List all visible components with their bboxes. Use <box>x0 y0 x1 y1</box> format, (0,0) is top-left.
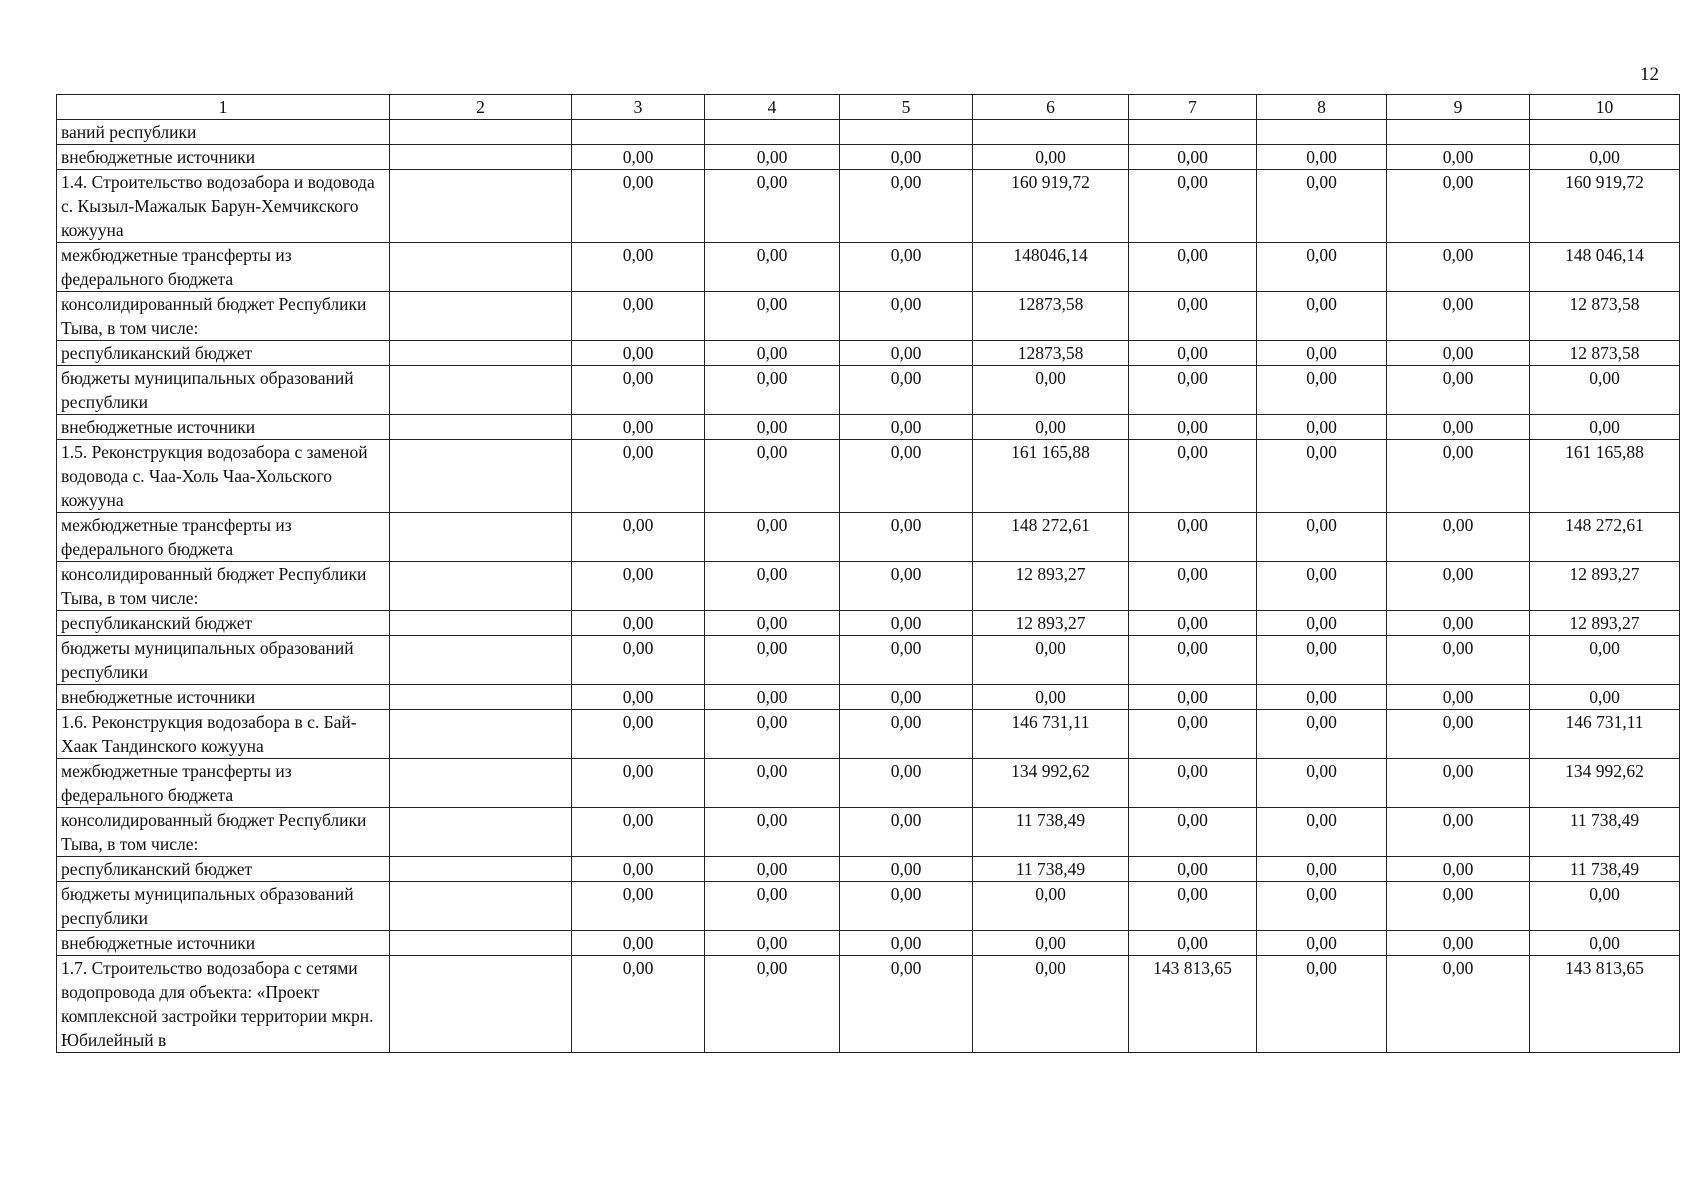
table-row <box>57 857 1680 882</box>
value-cell-col4: 0,00 <box>705 808 840 857</box>
value-cell-col3: 0,00 <box>572 170 705 243</box>
column-header-9: 9 <box>1387 95 1530 120</box>
row-col2-cell <box>390 120 572 145</box>
header-row <box>57 95 1680 120</box>
value-cell-col7: 0,00 <box>1129 857 1257 882</box>
value-cell-col7: 0,00 <box>1129 513 1257 562</box>
value-cell-col5: 0,00 <box>840 562 973 611</box>
table-row <box>57 808 1680 857</box>
value-cell-col8: 0,00 <box>1257 415 1387 440</box>
value-cell-col7: 0,00 <box>1129 292 1257 341</box>
value-cell-col8: 0,00 <box>1257 292 1387 341</box>
column-header-10: 10 <box>1530 95 1680 120</box>
value-cell-col8: 0,00 <box>1257 145 1387 170</box>
row-col2-cell <box>390 857 572 882</box>
value-cell-col3: 0,00 <box>572 513 705 562</box>
row-label: 1.7. Строительство водозабора с сетями водопровода для объекта: «Проект комплексной застройки территории мкрн. Юбилейный в <box>57 956 390 1053</box>
value-cell-col4: 0,00 <box>705 562 840 611</box>
value-cell-col4: 0,00 <box>705 611 840 636</box>
table-row <box>57 562 1680 611</box>
row-label: межбюджетные трансферты из федерального бюджета <box>57 759 390 808</box>
value-cell-col5: 0,00 <box>840 341 973 366</box>
value-cell-col10: 0,00 <box>1530 882 1680 931</box>
row-label: бюджеты муниципальных образований республики <box>57 636 390 685</box>
row-col2-cell <box>390 759 572 808</box>
value-cell-col6: 0,00 <box>973 882 1129 931</box>
value-cell-col3: 0,00 <box>572 292 705 341</box>
value-cell-col4: 0,00 <box>705 440 840 513</box>
value-cell-col5: 0,00 <box>840 440 973 513</box>
value-cell-col5: 0,00 <box>840 759 973 808</box>
value-cell-col6: 0,00 <box>973 145 1129 170</box>
value-cell-col7: 0,00 <box>1129 145 1257 170</box>
value-cell-col3: 0,00 <box>572 808 705 857</box>
value-cell-col6: 11 738,49 <box>973 808 1129 857</box>
value-cell-col6: 0,00 <box>973 931 1129 956</box>
value-cell-col3: 0,00 <box>572 685 705 710</box>
value-cell-col8: 0,00 <box>1257 170 1387 243</box>
value-cell-col4: 0,00 <box>705 857 840 882</box>
value-cell-col7: 0,00 <box>1129 170 1257 243</box>
value-cell-col6: 146 731,11 <box>973 710 1129 759</box>
row-col2-cell <box>390 562 572 611</box>
value-cell-col7: 0,00 <box>1129 710 1257 759</box>
value-cell-col9: 0,00 <box>1387 931 1530 956</box>
value-cell-col3: 0,00 <box>572 562 705 611</box>
value-cell-col5: 0,00 <box>840 243 973 292</box>
value-cell-col6: 11 738,49 <box>973 857 1129 882</box>
value-cell-col8: 0,00 <box>1257 882 1387 931</box>
row-col2-cell <box>390 292 572 341</box>
value-cell-col10: 0,00 <box>1530 636 1680 685</box>
value-cell-col3: 0,00 <box>572 931 705 956</box>
value-cell-col10: 160 919,72 <box>1530 170 1680 243</box>
value-cell-col4: 0,00 <box>705 415 840 440</box>
value-cell-col10 <box>1530 120 1680 145</box>
table-row <box>57 636 1680 685</box>
row-col2-cell <box>390 170 572 243</box>
value-cell-col3: 0,00 <box>572 341 705 366</box>
table-row <box>57 956 1680 1053</box>
row-label: внебюджетные источники <box>57 415 390 440</box>
value-cell-col6: 160 919,72 <box>973 170 1129 243</box>
value-cell-col5: 0,00 <box>840 857 973 882</box>
table-row <box>57 931 1680 956</box>
value-cell-col9: 0,00 <box>1387 611 1530 636</box>
row-col2-cell <box>390 882 572 931</box>
value-cell-col9: 0,00 <box>1387 243 1530 292</box>
value-cell-col9: 0,00 <box>1387 857 1530 882</box>
column-header-7: 7 <box>1129 95 1257 120</box>
value-cell-col9: 0,00 <box>1387 685 1530 710</box>
value-cell-col10: 12 873,58 <box>1530 292 1680 341</box>
value-cell-col3: 0,00 <box>572 415 705 440</box>
value-cell-col10: 0,00 <box>1530 366 1680 415</box>
value-cell-col10: 146 731,11 <box>1530 710 1680 759</box>
value-cell-col4: 0,00 <box>705 366 840 415</box>
value-cell-col10: 0,00 <box>1530 415 1680 440</box>
value-cell-col3 <box>572 120 705 145</box>
value-cell-col10: 0,00 <box>1530 931 1680 956</box>
row-label: 1.6. Реконструкция водозабора в с. Бай-Хаак Тандинского кожууна <box>57 710 390 759</box>
row-label: республиканский бюджет <box>57 341 390 366</box>
value-cell-col7: 0,00 <box>1129 636 1257 685</box>
value-cell-col7 <box>1129 120 1257 145</box>
column-header-2: 2 <box>390 95 572 120</box>
row-col2-cell <box>390 611 572 636</box>
value-cell-col8 <box>1257 120 1387 145</box>
table-row <box>57 882 1680 931</box>
value-cell-col10: 161 165,88 <box>1530 440 1680 513</box>
value-cell-col3: 0,00 <box>572 366 705 415</box>
value-cell-col5: 0,00 <box>840 931 973 956</box>
row-col2-cell <box>390 685 572 710</box>
value-cell-col8: 0,00 <box>1257 366 1387 415</box>
column-header-1: 1 <box>57 95 390 120</box>
value-cell-col8: 0,00 <box>1257 808 1387 857</box>
table-body <box>57 120 1680 1053</box>
value-cell-col5: 0,00 <box>840 956 973 1053</box>
value-cell-col5: 0,00 <box>840 611 973 636</box>
value-cell-col9: 0,00 <box>1387 710 1530 759</box>
row-label: бюджеты муниципальных образований республики <box>57 366 390 415</box>
column-header-8: 8 <box>1257 95 1387 120</box>
value-cell-col7: 0,00 <box>1129 366 1257 415</box>
value-cell-col7: 0,00 <box>1129 759 1257 808</box>
value-cell-col8: 0,00 <box>1257 243 1387 292</box>
table-row <box>57 243 1680 292</box>
row-label: бюджеты муниципальных образований республики <box>57 882 390 931</box>
value-cell-col7: 0,00 <box>1129 882 1257 931</box>
table-row <box>57 366 1680 415</box>
table-row <box>57 513 1680 562</box>
value-cell-col4 <box>705 120 840 145</box>
value-cell-col8: 0,00 <box>1257 685 1387 710</box>
value-cell-col5: 0,00 <box>840 882 973 931</box>
column-header-5: 5 <box>840 95 973 120</box>
row-col2-cell <box>390 931 572 956</box>
value-cell-col5: 0,00 <box>840 292 973 341</box>
value-cell-col4: 0,00 <box>705 341 840 366</box>
value-cell-col9: 0,00 <box>1387 292 1530 341</box>
value-cell-col4: 0,00 <box>705 956 840 1053</box>
value-cell-col6: 12873,58 <box>973 292 1129 341</box>
row-col2-cell <box>390 710 572 759</box>
value-cell-col9: 0,00 <box>1387 513 1530 562</box>
value-cell-col7: 0,00 <box>1129 415 1257 440</box>
row-label: 1.5. Реконструкция водозабора с заменой водовода с. Чаа-Холь Чаа-Хольского кожууна <box>57 440 390 513</box>
value-cell-col8: 0,00 <box>1257 956 1387 1053</box>
value-cell-col3: 0,00 <box>572 440 705 513</box>
value-cell-col5: 0,00 <box>840 808 973 857</box>
value-cell-col6: 148 272,61 <box>973 513 1129 562</box>
value-cell-col9: 0,00 <box>1387 636 1530 685</box>
table-row <box>57 292 1680 341</box>
value-cell-col3: 0,00 <box>572 636 705 685</box>
value-cell-col10: 12 873,58 <box>1530 341 1680 366</box>
row-col2-cell <box>390 440 572 513</box>
row-label: республиканский бюджет <box>57 857 390 882</box>
value-cell-col3: 0,00 <box>572 882 705 931</box>
value-cell-col8: 0,00 <box>1257 857 1387 882</box>
value-cell-col8: 0,00 <box>1257 759 1387 808</box>
value-cell-col7: 0,00 <box>1129 685 1257 710</box>
value-cell-col9: 0,00 <box>1387 170 1530 243</box>
value-cell-col4: 0,00 <box>705 759 840 808</box>
value-cell-col6: 12 893,27 <box>973 611 1129 636</box>
row-col2-cell <box>390 145 572 170</box>
row-col2-cell <box>390 513 572 562</box>
table-row <box>57 685 1680 710</box>
value-cell-col6: 0,00 <box>973 636 1129 685</box>
value-cell-col8: 0,00 <box>1257 440 1387 513</box>
table-row <box>57 341 1680 366</box>
value-cell-col9: 0,00 <box>1387 145 1530 170</box>
row-label: 1.4. Строительство водозабора и водовода с. Кызыл-Мажалык Барун-Хемчикского кожууна <box>57 170 390 243</box>
value-cell-col10: 12 893,27 <box>1530 562 1680 611</box>
value-cell-col10: 0,00 <box>1530 145 1680 170</box>
value-cell-col3: 0,00 <box>572 243 705 292</box>
row-label: консолидированный бюджет Республики Тыва, в том числе: <box>57 292 390 341</box>
row-col2-cell <box>390 956 572 1053</box>
value-cell-col9: 0,00 <box>1387 562 1530 611</box>
value-cell-col7: 0,00 <box>1129 611 1257 636</box>
row-col2-cell <box>390 808 572 857</box>
value-cell-col4: 0,00 <box>705 292 840 341</box>
value-cell-col4: 0,00 <box>705 710 840 759</box>
value-cell-col4: 0,00 <box>705 243 840 292</box>
value-cell-col6: 148046,14 <box>973 243 1129 292</box>
row-label: межбюджетные трансферты из федерального бюджета <box>57 243 390 292</box>
table-row <box>57 710 1680 759</box>
value-cell-col3: 0,00 <box>572 759 705 808</box>
value-cell-col6: 161 165,88 <box>973 440 1129 513</box>
value-cell-col9: 0,00 <box>1387 956 1530 1053</box>
value-cell-col6: 12 893,27 <box>973 562 1129 611</box>
row-label: внебюджетные источники <box>57 685 390 710</box>
row-label: ваний республики <box>57 120 390 145</box>
value-cell-col5: 0,00 <box>840 636 973 685</box>
value-cell-col6: 0,00 <box>973 366 1129 415</box>
table-row <box>57 415 1680 440</box>
value-cell-col4: 0,00 <box>705 636 840 685</box>
row-col2-cell <box>390 636 572 685</box>
value-cell-col9: 0,00 <box>1387 366 1530 415</box>
value-cell-col8: 0,00 <box>1257 562 1387 611</box>
value-cell-col7: 0,00 <box>1129 562 1257 611</box>
row-col2-cell <box>390 243 572 292</box>
row-label: межбюджетные трансферты из федерального бюджета <box>57 513 390 562</box>
value-cell-col7: 0,00 <box>1129 440 1257 513</box>
value-cell-col4: 0,00 <box>705 170 840 243</box>
value-cell-col9: 0,00 <box>1387 882 1530 931</box>
row-col2-cell <box>390 341 572 366</box>
value-cell-col3: 0,00 <box>572 857 705 882</box>
value-cell-col9: 0,00 <box>1387 808 1530 857</box>
value-cell-col4: 0,00 <box>705 882 840 931</box>
value-cell-col5: 0,00 <box>840 170 973 243</box>
value-cell-col8: 0,00 <box>1257 341 1387 366</box>
value-cell-col4: 0,00 <box>705 513 840 562</box>
value-cell-col7: 0,00 <box>1129 341 1257 366</box>
value-cell-col5 <box>840 120 973 145</box>
row-label: внебюджетные источники <box>57 931 390 956</box>
value-cell-col10: 134 992,62 <box>1530 759 1680 808</box>
value-cell-col6: 134 992,62 <box>973 759 1129 808</box>
value-cell-col10: 11 738,49 <box>1530 808 1680 857</box>
value-cell-col9: 0,00 <box>1387 415 1530 440</box>
value-cell-col9: 0,00 <box>1387 440 1530 513</box>
value-cell-col3: 0,00 <box>572 611 705 636</box>
value-cell-col10: 11 738,49 <box>1530 857 1680 882</box>
value-cell-col5: 0,00 <box>840 145 973 170</box>
value-cell-col10: 143 813,65 <box>1530 956 1680 1053</box>
value-cell-col6: 12873,58 <box>973 341 1129 366</box>
row-label: республиканский бюджет <box>57 611 390 636</box>
value-cell-col7: 0,00 <box>1129 243 1257 292</box>
value-cell-col6: 0,00 <box>973 415 1129 440</box>
value-cell-col8: 0,00 <box>1257 636 1387 685</box>
value-cell-col3: 0,00 <box>572 956 705 1053</box>
value-cell-col4: 0,00 <box>705 931 840 956</box>
value-cell-col10: 12 893,27 <box>1530 611 1680 636</box>
value-cell-col8: 0,00 <box>1257 710 1387 759</box>
row-label: консолидированный бюджет Республики Тыва, в том числе: <box>57 562 390 611</box>
value-cell-col9: 0,00 <box>1387 341 1530 366</box>
row-label: внебюджетные источники <box>57 145 390 170</box>
value-cell-col6 <box>973 120 1129 145</box>
value-cell-col3: 0,00 <box>572 710 705 759</box>
table-row <box>57 170 1680 243</box>
value-cell-col10: 148 272,61 <box>1530 513 1680 562</box>
column-header-4: 4 <box>705 95 840 120</box>
row-col2-cell <box>390 415 572 440</box>
value-cell-col6: 0,00 <box>973 685 1129 710</box>
value-cell-col9 <box>1387 120 1530 145</box>
column-header-6: 6 <box>973 95 1129 120</box>
value-cell-col8: 0,00 <box>1257 931 1387 956</box>
table-row <box>57 120 1680 145</box>
column-header-3: 3 <box>572 95 705 120</box>
row-col2-cell <box>390 366 572 415</box>
value-cell-col7: 0,00 <box>1129 808 1257 857</box>
value-cell-col6: 0,00 <box>973 956 1129 1053</box>
table-row <box>57 440 1680 513</box>
budget-table <box>56 94 1680 1053</box>
row-label: консолидированный бюджет Республики Тыва, в том числе: <box>57 808 390 857</box>
value-cell-col10: 148 046,14 <box>1530 243 1680 292</box>
value-cell-col4: 0,00 <box>705 685 840 710</box>
table-row <box>57 759 1680 808</box>
value-cell-col3: 0,00 <box>572 145 705 170</box>
value-cell-col9: 0,00 <box>1387 759 1530 808</box>
value-cell-col8: 0,00 <box>1257 513 1387 562</box>
value-cell-col7: 143 813,65 <box>1129 956 1257 1053</box>
value-cell-col5: 0,00 <box>840 415 973 440</box>
value-cell-col5: 0,00 <box>840 685 973 710</box>
value-cell-col5: 0,00 <box>840 366 973 415</box>
value-cell-col4: 0,00 <box>705 145 840 170</box>
table-row <box>57 611 1680 636</box>
value-cell-col8: 0,00 <box>1257 611 1387 636</box>
value-cell-col5: 0,00 <box>840 710 973 759</box>
table-row <box>57 145 1680 170</box>
value-cell-col5: 0,00 <box>840 513 973 562</box>
value-cell-col7: 0,00 <box>1129 931 1257 956</box>
page-number: 12 <box>1640 64 1659 85</box>
value-cell-col10: 0,00 <box>1530 685 1680 710</box>
